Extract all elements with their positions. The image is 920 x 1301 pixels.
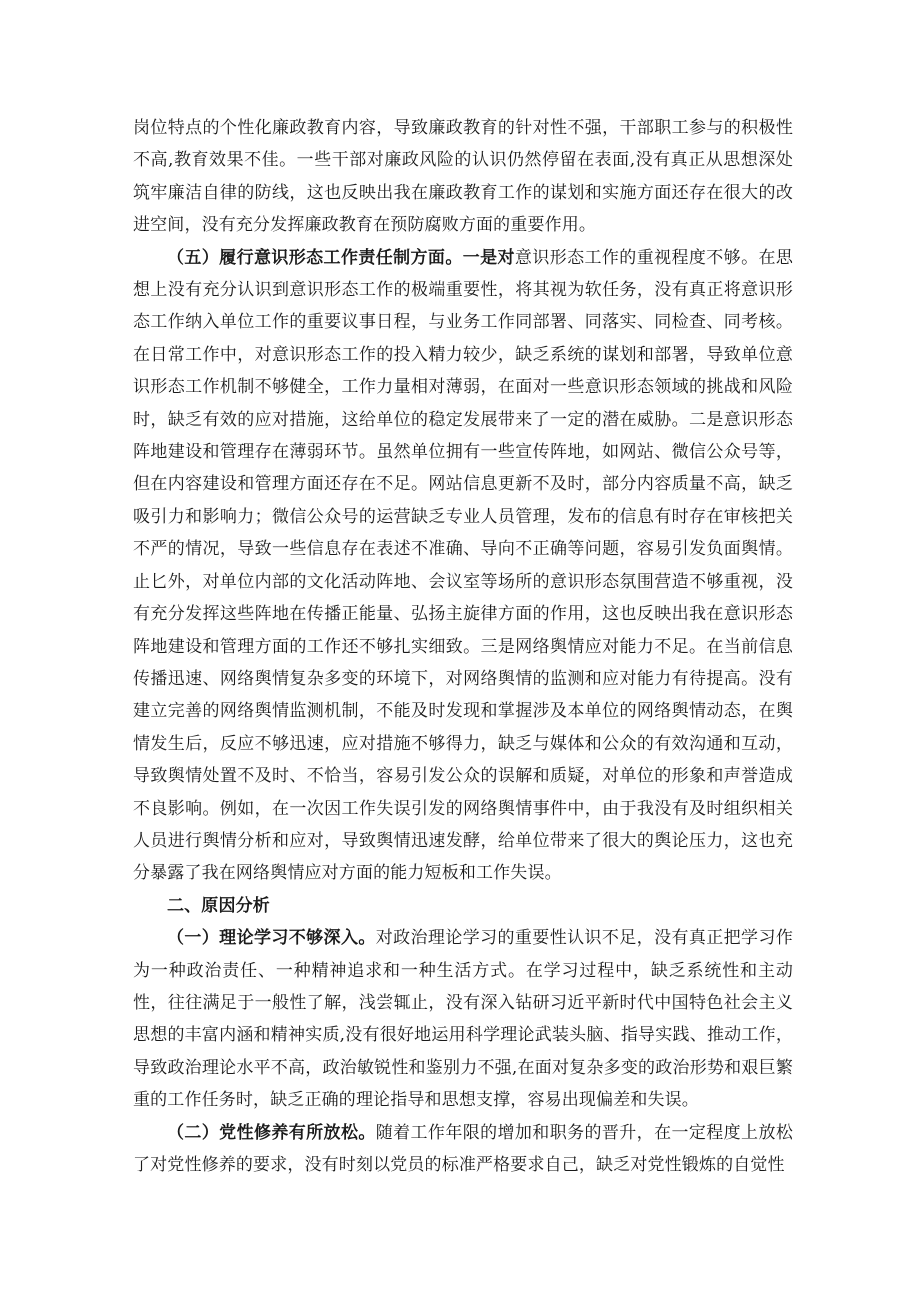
paragraph-text: 对政治理论学习的重要性认识不足，没有真正把学习作为一种政治责任、一种精神追求和一种生活方式。在学习过程中，缺乏系统性和主动性，往往满足于一般性了解，浅尝辄止，没有深入钻研习近平新时代中国特色社会主义思想的丰富内涵和精神实质,没有很好地运用科学理论武装头脑、指导实践、推动工作，导致政治理论水平不高，政治敏锐性和鉴别力不强,在面对复杂多变的政治形势和艰巨繁重的工作任务时，缺乏正确的理论指导和思想支撑，容易出现偏差和失误。 [133, 928, 793, 1111]
section-heading-cause-analysis: 二、原因分析 [167, 895, 270, 916]
paragraph-reason-party-spirit [133, 1117, 793, 1182]
paragraph-continued [133, 112, 793, 242]
paragraph-text: 岗位特点的个性化廉政教育内容，导致廉政教育的针对性不强，干部职工参与的积极性不高,教育效果不佳。一些干部对廉政风险的认识仍然停留在表面,没有真正从思想深处筑牢廉洁自律的防线，这也反映出我在廉政教育工作的谋划和实施方面还存在很大的改进空间，没有充分发挥廉政教育在预防腐败方面的重要作用。 [133, 118, 793, 236]
paragraph-bold-lead: （五）履行意识形态工作责任制方面。一是对 [167, 247, 515, 268]
paragraph-text: 随着工作年限的增加和职务的晋升，在一定程度上放松了对党性修养的要求，没有时刻以党员的标准严格要求自己，缺乏对党性锻炼的自觉性 [133, 1122, 793, 1175]
document-body [133, 112, 793, 1181]
paragraph-text: 意识形态工作的重视程度不够。在思想上没有充分认识到意识形态工作的极端重要性，将其视为软任务，没有真正将意识形态工作纳入单位工作的重要议事日程，与业务工作同部署、同落实、同检查、同考核。在日常工作中，对意识形态工作的投入精力较少，缺乏系统的谋划和部署，导致单位意识形态工作机制不够健全，工作力量相对薄弱，在面对一些意识形态领域的挑战和风险时，缺乏有效的应对措施，这给单位的稳定发展带来了一定的潜在威胁。二是意识形态阵地建设和管理存在薄弱环节。虽然单位拥有一些宣传阵地，如网站、微信公众号等，但在内容建设和管理方面还存在不足。网站信息更新不及时，部分内容质量不高，缺乏吸引力和影响力；微信公众号的运营缺乏专业人员管理，发布的信息有时存在审核把关不严的情况，导致一些信息存在表述不准确、导向不正确等问题，容易引发负面舆情。止匕外，对单位内部的文化活动阵地、会议室等场所的意识形态氛围营造不够重视，没有充分发挥这些阵地在传播正能量、弘扬主旋律方面的作用，这也反映出我在意识形态阵地建设和管理方面的工作还不够扎实细致。三是网络舆情应对能力不足。在当前信息传播迅速、网络舆情复杂多变的环境下，对网络舆情的监测和应对能力有待提高。没有建立完善的网络舆情监测机制，不能及时发现和掌握涉及本单位的网络舆情动态，在舆情发生后，反应不够迅速，应对措施不够得力，缺乏与媒体和公众的有效沟通和互动，导致舆情处置不及时、不恰当，容易引发公众的误解和质疑，对单位的形象和声誉造成不良影响。例如，在一次因工作失误引发的网络舆情事件中，由于我没有及时组织相关人员进行舆情分析和应对，导致舆情迅速发酵，给单位带来了很大的舆论压力，这也充分暴露了我在网络舆情应对方面的能力短板和工作失误。 [133, 247, 794, 884]
paragraph-ideology-responsibility [133, 242, 793, 890]
paragraph-reason-theory-study [133, 922, 793, 1116]
paragraph-bold-lead: （一）理论学习不够深入。 [167, 928, 376, 949]
paragraph-bold-lead: （二）党性修养有所放松。 [167, 1122, 376, 1143]
